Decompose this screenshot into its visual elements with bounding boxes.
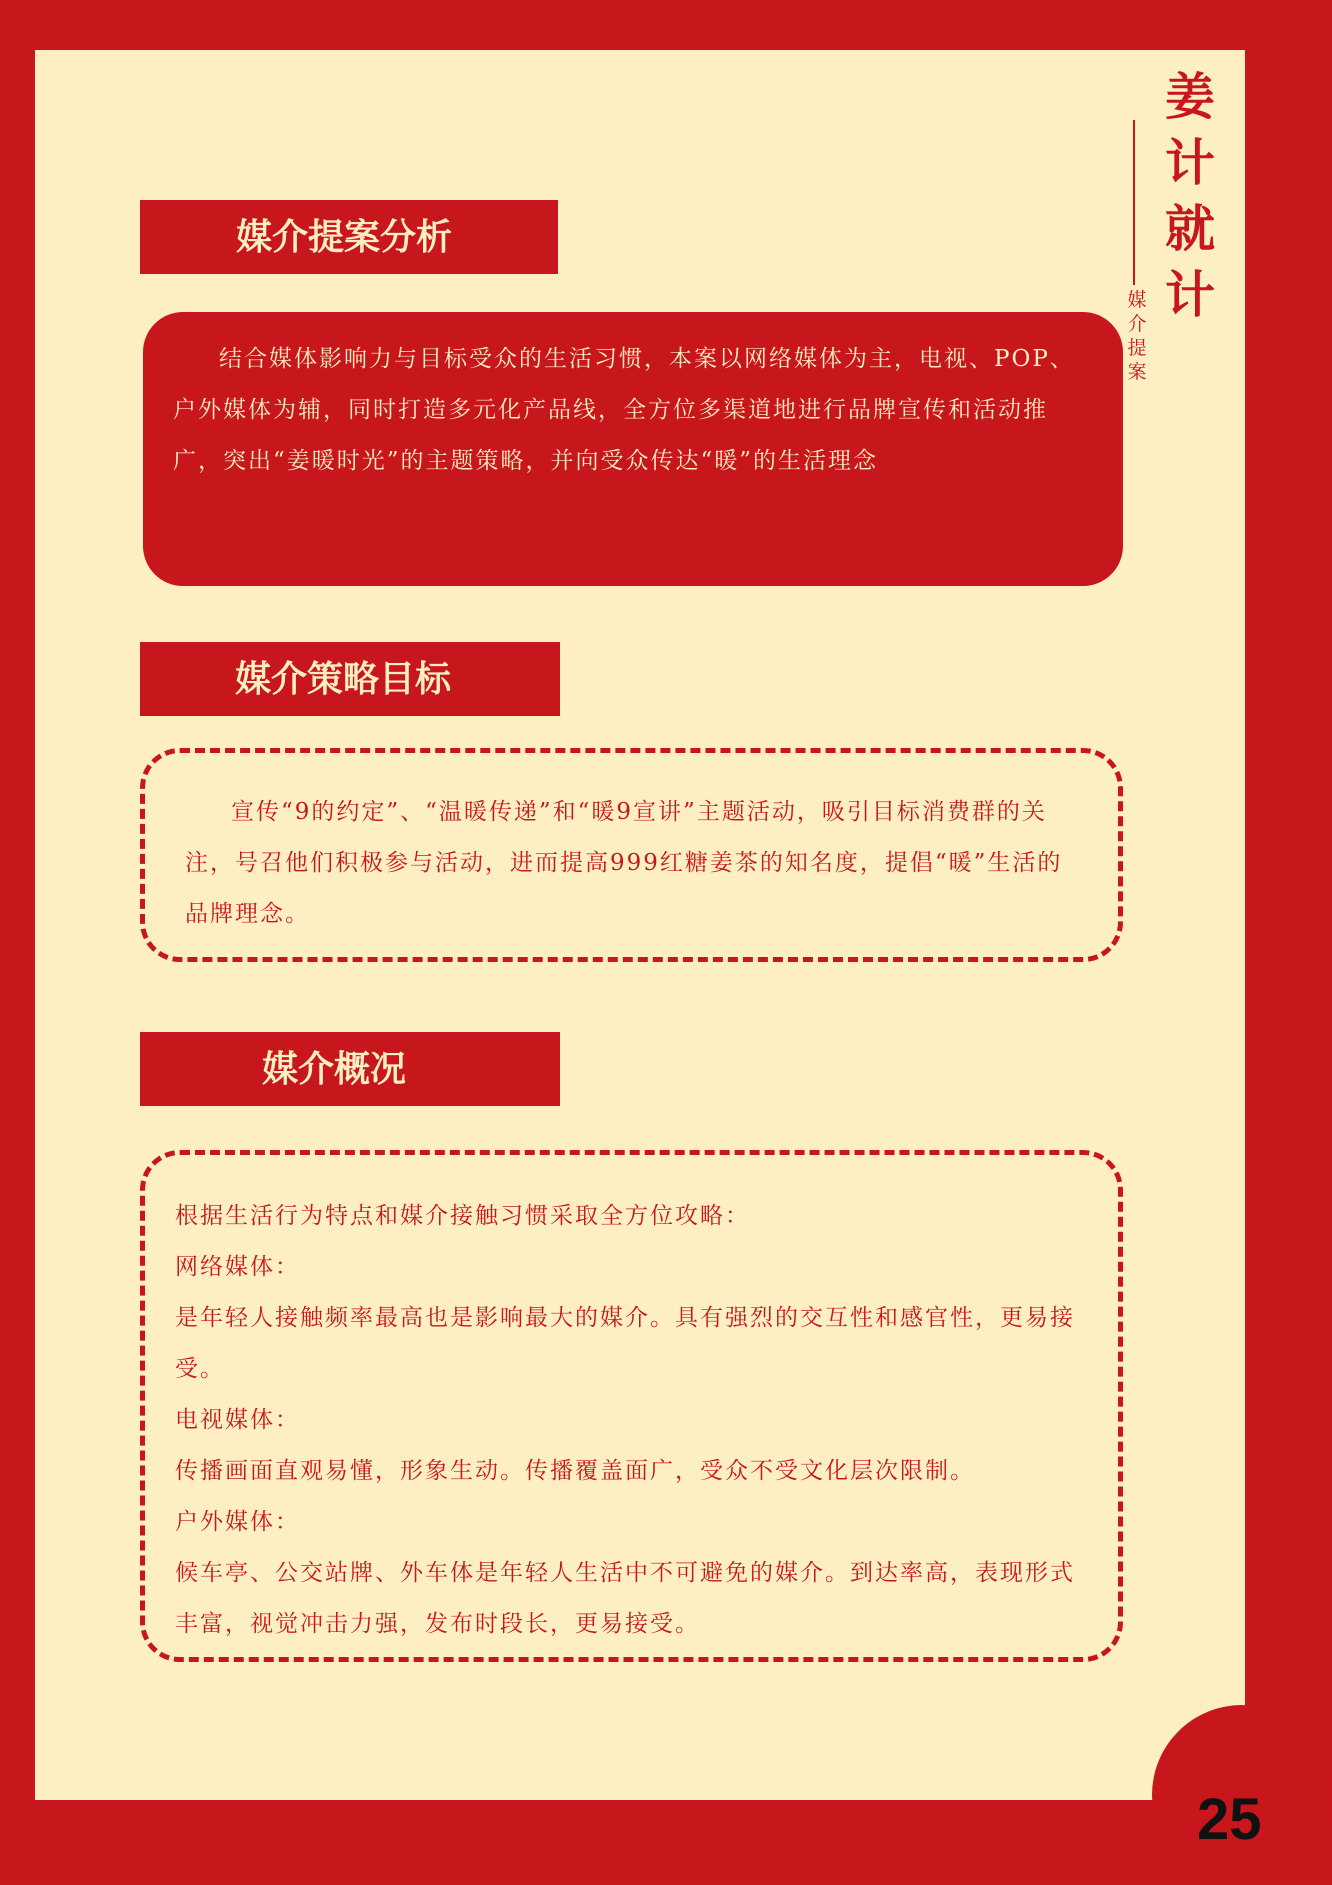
side-subtitle-char: 提 [1127,337,1147,359]
section-heading-overview [140,1032,560,1106]
side-title-char: 计 [1165,133,1215,192]
section-heading-text: 媒介概况 [262,1048,407,1090]
side-title-divider [1133,120,1135,285]
section-heading-strategy [140,642,560,716]
overview-line: 候车亭、公交站牌、外车体是年轻人生活中不可避免的媒介。到达率高，表现形式丰富，视觉冲击力强，发布时段长，更易接受。 [175,1560,1075,1637]
strategy-box [140,748,1123,962]
overview-line: 电视媒体： [175,1407,300,1433]
side-title-char: 就 [1165,199,1215,258]
page-number: 25 [1197,1787,1262,1852]
section-heading-text: 媒介提案分析 [236,216,453,258]
overview-box [140,1150,1123,1662]
page [35,50,1262,1852]
side-subtitle [1123,288,1151,384]
overview-line: 根据生活行为特点和媒介接触习惯采取全方位攻略： [175,1203,750,1229]
section-heading-analysis [140,200,558,274]
overview-line: 是年轻人接触频率最高也是影响最大的媒介。具有强烈的交互性和感官性，更易接受。 [175,1305,1075,1382]
side-title [1145,64,1235,328]
section-heading-text: 媒介策略目标 [235,658,452,700]
side-subtitle-char: 案 [1127,361,1147,383]
analysis-box [143,312,1123,586]
overview-line: 传播画面直观易懂，形象生动。传播覆盖面广，受众不受文化层次限制。 [175,1458,975,1484]
side-title-char: 姜 [1165,67,1215,126]
overview-line: 户外媒体： [175,1509,300,1535]
strategy-text: 宣传“9的约定”、“温暖传递”和“暖9宣讲”主题活动，吸引目标消费群的关注，号召他们积极参与活动，进而提高999红糖姜茶的知名度，提倡“暖”生活的品牌理念。 [185,799,1063,927]
side-subtitle-char: 介 [1127,313,1147,335]
analysis-text: 结合媒体影响力与目标受众的生活习惯，本案以网络媒体为主，电视、POP、户外媒体为辅，同时打造多元化产品线，全方位多渠道地进行品牌宣传和活动推广，突出“姜暖时光”的主题策略，并向受众传达“暖”的生活理念 [173,346,1075,474]
side-title-char: 计 [1165,265,1215,324]
side-subtitle-char: 媒 [1127,289,1147,311]
overview-line: 网络媒体： [175,1254,300,1280]
